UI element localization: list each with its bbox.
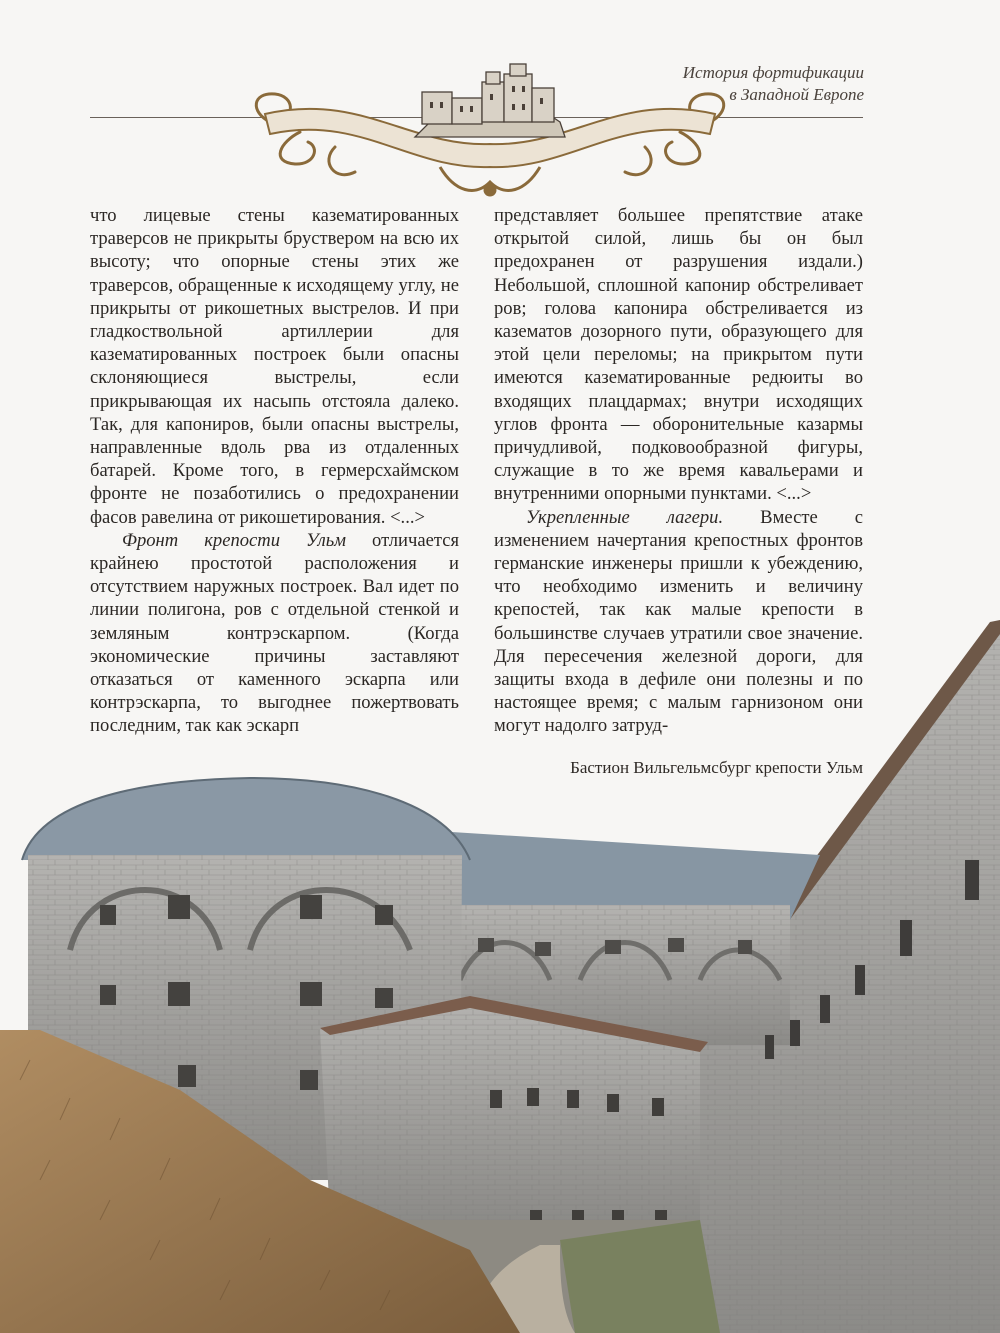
bastion-roof <box>22 778 470 860</box>
left-paragraph-2-lead: Фронт крепости Ульм <box>122 529 347 551</box>
right-paragraph-2-lead: Укрепленные лагери. <box>526 506 724 528</box>
running-title-line1: История фортификации <box>682 63 864 82</box>
running-title-line2: в Западной Европе <box>729 85 864 104</box>
photo-caption: Бастион Вильгельмсбург крепости Ульм <box>570 758 863 777</box>
fortress-photo <box>0 620 1000 1333</box>
left-paragraph-2-text: отличается крайнею простотой расположения и отсутствием наружных построек. Вал идет по линии полигона, ров с отдельной стенкой и земляным контрэскарпом. (Когда экономические причины заставляют отказаться от каменного эскарпа или контрэскарпа, то выгоднее пожертвовать последним, так как эскарп <box>90 529 460 737</box>
right-paragraph-1: представляет большее препятствие атаке открытой силой, лишь бы он был предохранен от разрушения издали.) Небольшой, сплошной капонир обстреливает ров; голова капонира обстреливается из казематов дозорного пути, образующего для этой цели переломы; на прикрытом пути имеются казематированные редюиты во входящих плацдармах; внутри исходящих углов фронта — оборонительные казармы причудливой, подковообразной фигуры, служащие в то же время кавальерами и внутренними опорными пунктами. <...> <box>494 205 863 505</box>
right-paragraph-2-text: Вместе с изменением начертания крепостных фронтов германские инженеры пришли к убеждению, что необходимо изменить и величину крепостей, так как малые крепости в большинстве случаев утратили свое значение. Для пересечения железной дороги, для защиты входа в дефиле они полезны и по настоящее время; с малым гарнизоном они могут надолго затруд- <box>494 506 863 737</box>
left-paragraph-1: что лицевые стены казематированных траверсов не прикрыты бруствером на всю их высоту; что опорные стены этих же траверсов, обращенные к исходящему углу, не прикрыты от рикошетных выстрелов. И при гладкоствольной артиллерии для казематированных построек были опасны склоняющиеся выстрелы, если прикрывающая их насыпь отстояла далеко. Так, для капониров, были опасны выстрелы, направленные вдоль рва из отдаленных батарей. Кроме того, в гермерсхаймском фронте не позаботились о предохранении фасов равелина от рикошетирования. <...> <box>90 205 459 528</box>
castle-ornament-icon <box>240 52 740 202</box>
